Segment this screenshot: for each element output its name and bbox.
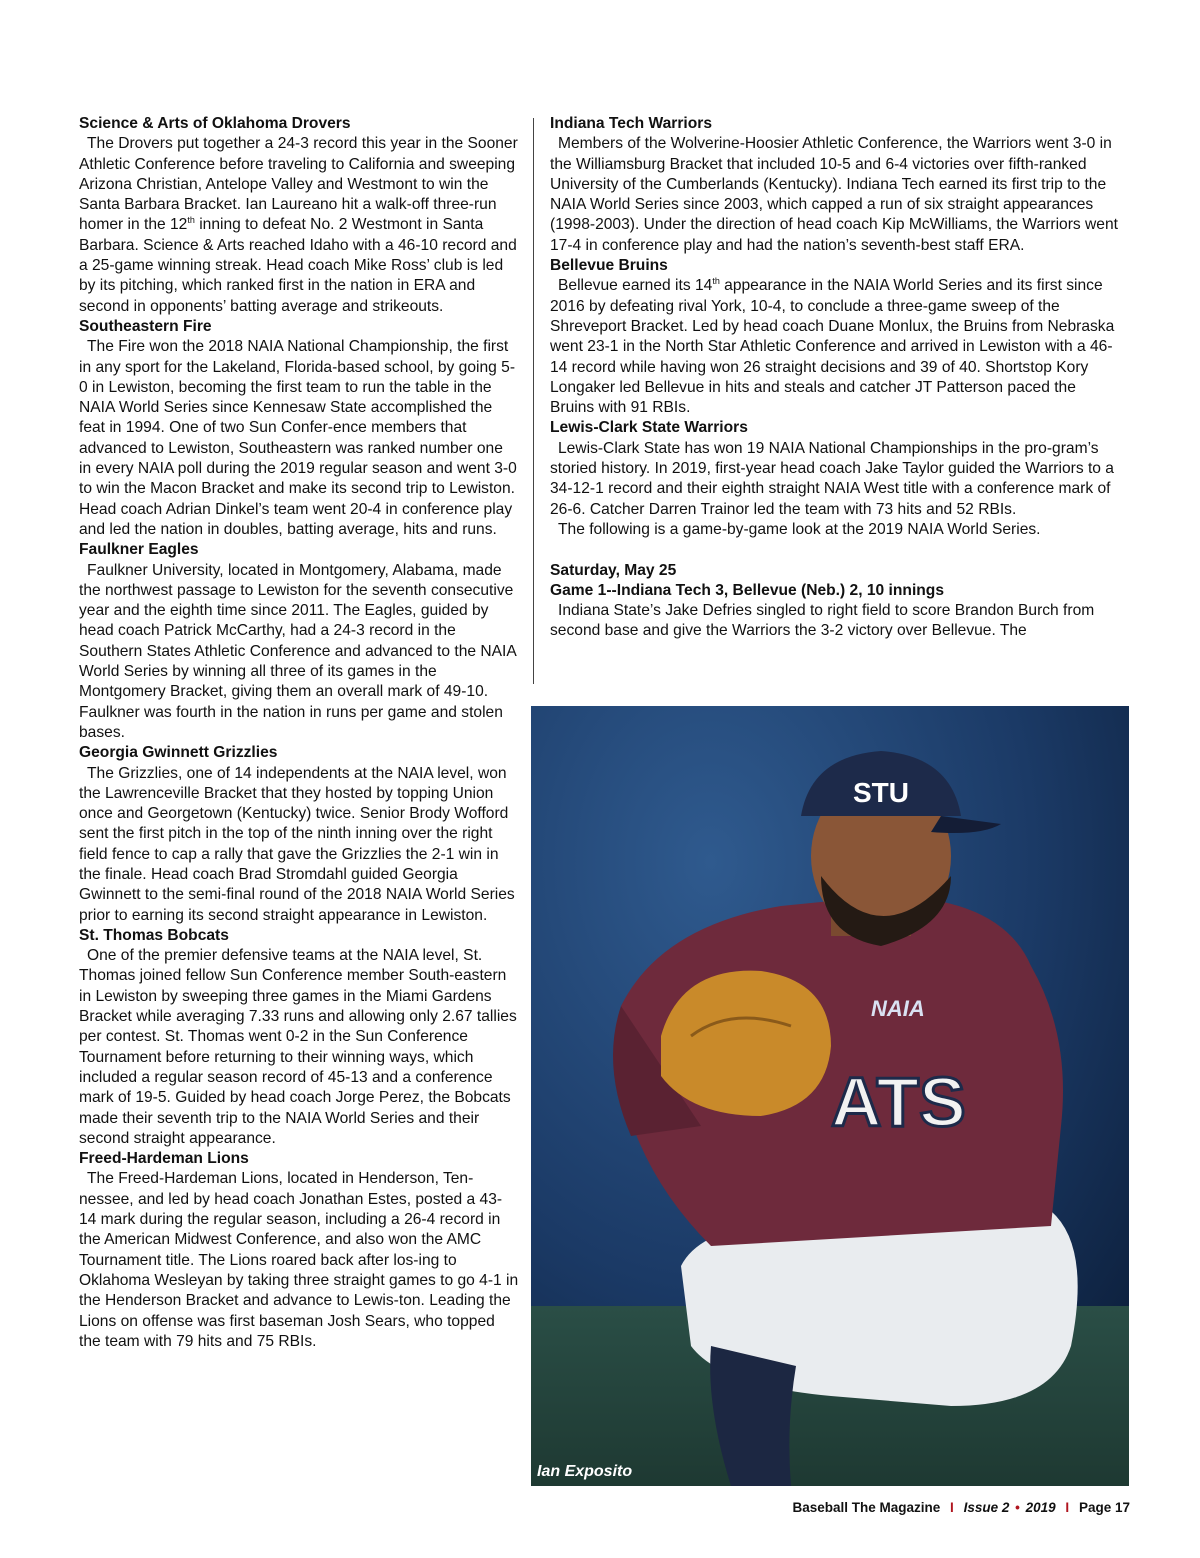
section-body [550, 439, 1120, 520]
issue-number: Issue 2 [963, 1500, 1010, 1515]
section-body [79, 946, 519, 1149]
section-body [79, 134, 519, 317]
game-text: Indiana State’s Jake Defries singled to right field to score Brandon Burch from second base and give the Warriors the 3-2 victory over Bellevue. The [550, 602, 1095, 640]
section-heading: Science & Arts of Oklahoma Drovers [79, 115, 351, 132]
spacer [550, 540, 1120, 560]
footer-separator: I [950, 1500, 954, 1515]
player-photo [531, 706, 1129, 1486]
issue-year: 2019 [1025, 1500, 1056, 1515]
section-text: Bellevue earned its 14 [558, 277, 713, 295]
naia-patch: NAIA [871, 996, 925, 1021]
section-text: Faulkner University, located in Montgomery, Alabama, made the northwest passage to Lewiston for the seventh consecutive year and the eighth time since 2011. The Eagles, guided by head coach Patrick McCarthy, had a 24-3 record in the Southern States Athletic Conference and advanced to the NAIA World Series by winning all three of its games in the Montgomery Bracket, giving them an overall mark of 49-10. Faulkner was fourth in the nation in runs per game and stolen bases. [79, 561, 516, 741]
section-text: The Fire won the 2018 NAIA National Championship, the first in any sport for the Lakeland, Florida-based school, by going 5-0 in Lewiston, becoming the first team to run the table in the NAIA World Series since Kennesaw State accomplished the feat in 1994. One of two Sun Confer-ence members that advanced to Lewiston, Southeastern was ranked number one in every NAIA poll during the 2019 regular season and went 3-0 to win the Macon Bracket and make its second trip to Lewiston. Head coach Adrian Dinkel’s team went 20-4 in conference play and led the nation in doubles, batting average, hits and runs. [79, 338, 517, 538]
section-text: One of the premier defensive teams at the NAIA level, St. Thomas joined fellow Sun Conference member South-eastern in Lewiston by sweeping three games in the Miami Gardens Bracket while averaging 7.33 runs and allowing only 2.67 tallies per contest. St. Thomas went 0-2 in the Sun Conference Tournament before returning to their winning ways, which included a regular season record of 45-13 and a conference mark of 19-5. Guided by head coach Jorge Perez, the Bobcats made their seventh trip to the NAIA World Series and their second straight appearance. [79, 947, 517, 1147]
section-body [550, 134, 1120, 256]
column-divider [533, 118, 534, 684]
section-text: The Grizzlies, one of 14 independents at the NAIA level, won the Lawrenceville Bracket that they hosted by topping Union once and Georgetown (Kentucky) twice. Senior Brody Wofford sent the first pitch in the top of the ninth inning over the right field fence to cap a rally that gave the Grizzlies the 2-1 win in the finale. Head coach Brad Stromdahl guided Georgia Gwinnett to the semi-final round of the 2018 NAIA World Series prior to earning its second straight appearance in Lewiston. [79, 764, 515, 924]
pitcher-illustration [531, 706, 1129, 1486]
section-body [550, 276, 1120, 418]
section-body [79, 1169, 519, 1352]
right-sections [550, 114, 1120, 520]
footer-dot: • [1015, 1500, 1020, 1515]
ordinal-suffix: th [187, 215, 195, 226]
section-heading: Indiana Tech Warriors [550, 115, 713, 132]
footer-separator: I [1065, 1500, 1070, 1515]
section-text: The Drovers put together a 24-3 record this year in the Sooner Athletic Conference before traveling to California and sweeping Arizona Christian, Antelope Valley and Westmont to win the Santa Barbara Bracket. Ian Laureano hit a walk-off three-run homer in the 12 [79, 135, 518, 234]
game-heading: Game 1--Indiana Tech 3, Bellevue (Neb.) 2, 10 innings [550, 581, 944, 599]
section-heading: Lewis-Clark State Warriors [550, 419, 748, 437]
section-heading: Freed-Hardeman Lions [79, 1150, 249, 1168]
section-heading: Southeastern Fire [79, 317, 212, 335]
cap-logo: STU [853, 777, 909, 808]
section-text: Members of the Wolverine-Hoosier Athletic Conference, the Warriors went 3-0 in the Williamsburg Bracket that included 10-5 and 6-4 victories over fifth-ranked University of the Cumberlands (Kentucky). Indiana Tech earned its first trip to the NAIA World Series since 2003, which capped a run of six straight appearances (1998-2003). Under the direction of head coach Kip McWilliams, the Warriors went 17-4 in conference play and had the nation’s seventh-best staff ERA. [550, 135, 1118, 254]
section-heading: Georgia Gwinnett Grizzlies [79, 744, 278, 762]
date-heading: Saturday, May 25 [550, 561, 677, 579]
section-body [79, 764, 519, 926]
section-text: The Freed-Hardeman Lions, located in Henderson, Ten-nessee, and led by head coach Jonathan Estes, posted a 43-14 mark during the regular season, including a 26-4 record in the American Midwest Conference, and also won the AMC Tournament title. The Lions roared back after los-ing to Oklahoma Wesleyan by taking three straight games to go 4-1 in the Henderson Bracket and advance to Lewis-ton. Leading the Lions on offense was first baseman Josh Sears, who topped the team with 79 hits and 75 RBIs. [79, 1170, 519, 1350]
page-number: Page 17 [1078, 1500, 1130, 1515]
right-column [550, 114, 1120, 642]
intro-line: The following is a game-by-game look at the 2019 NAIA World Series. [558, 520, 1041, 538]
section-heading: Bellevue Bruins [550, 257, 668, 275]
jersey-lettering: ATS [831, 1063, 966, 1141]
section-text: Lewis-Clark State has won 19 NAIA National Championships in the pro-gram’s storied history. In 2019, first-year head coach Jake Taylor guided the Warriors to a 34-12-1 record and their eighth straight NAIA West title with a conference mark of 26-6. Catcher Darren Trainor led the team with 73 hits and 52 RBIs. [550, 439, 1114, 518]
ordinal-suffix: th [712, 276, 720, 287]
photo-caption: Ian Exposito [537, 1463, 633, 1480]
section-body [79, 337, 519, 540]
page-footer [792, 1500, 1130, 1515]
section-heading: Faulkner Eagles [79, 541, 199, 559]
glove [661, 971, 831, 1116]
section-text-continued: appearance in the NAIA World Series and its first since 2016 by defeating rival York, 10-4, to conclude a three-game sweep of the Shreveport Bracket. Led by head coach Duane Monlux, the Bruins from Nebraska went 23-1 in the North Star Athletic Conference and arrived in Lewiston with a 46-14 record while having won 26 straight decisions and 39 of 40. Shortstop Kory Longaker led Bellevue in hits and steals and catcher JT Patterson paced the Bruins with 91 RBIs. [550, 277, 1115, 417]
section-heading: St. Thomas Bobcats [79, 926, 229, 944]
left-column [79, 114, 519, 1352]
section-body [79, 561, 519, 744]
section-text-continued: inning to defeat No. 2 Westmont in Santa Barbara. Science & Arts reached Idaho with a 46-10 record and a 25-game winning streak. Head coach Mike Ross’ club is led by its pitching, which ranked first in the nation in ERA and second in opponents’ batting average and strikeouts. [79, 216, 517, 315]
magazine-name: Baseball The Magazine [792, 1500, 941, 1515]
